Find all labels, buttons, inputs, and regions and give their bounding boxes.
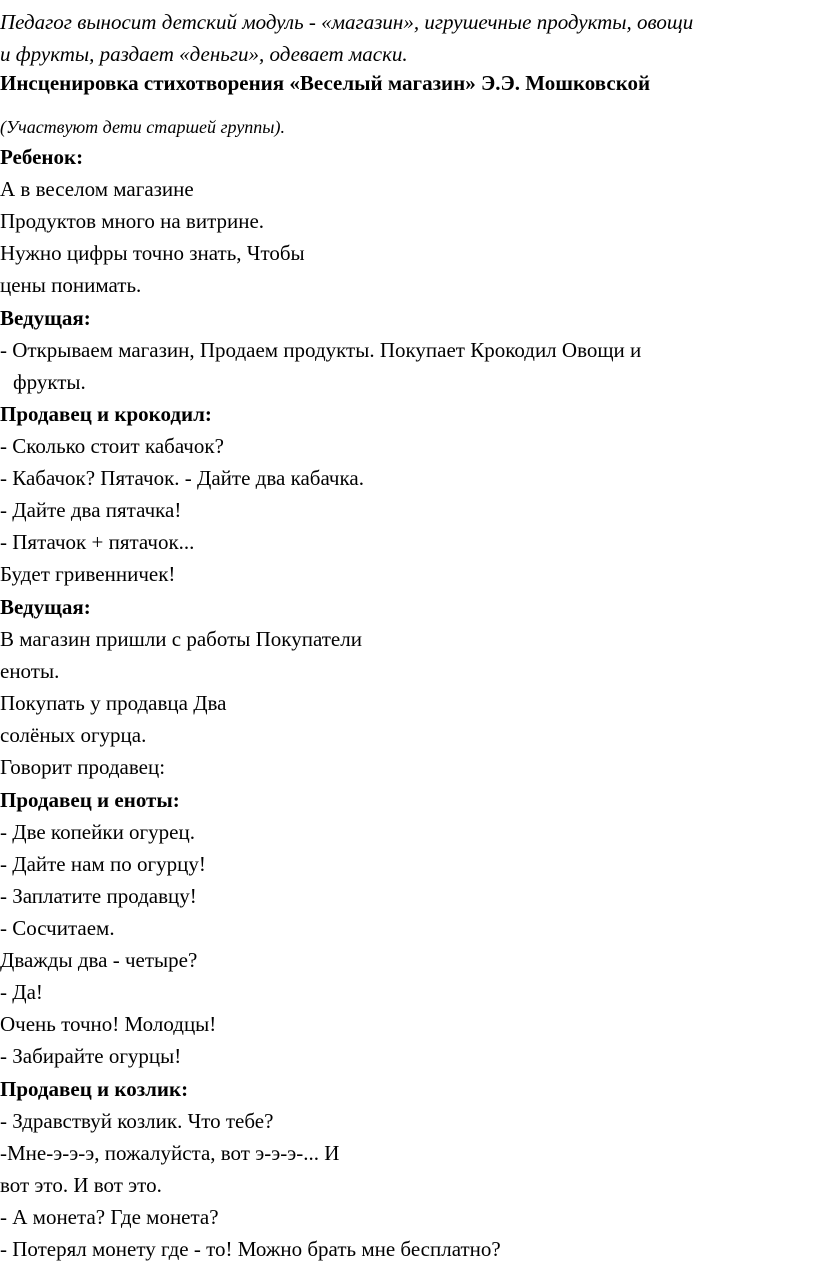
dialogue-line: - А монета? Где монета?: [0, 1205, 219, 1229]
speaker-heading: Ведущая:: [0, 306, 91, 330]
dialogue-line: Покупать у продавца Два: [0, 691, 227, 715]
dialogue-line: - Забирайте огурцы!: [0, 1044, 182, 1068]
dialogue-line: Будет гривенничек!: [0, 562, 176, 586]
dialogue-line: - Кабачок? Пятачок. - Дайте два кабачка.: [0, 466, 364, 490]
dialogue-line: вот это. И вот это.: [0, 1173, 162, 1197]
document-title: Инсценировка стихотворения «Веселый магазин» Э.Э. Мошковской: [0, 71, 651, 95]
dialogue-line: А в веселом магазине: [0, 177, 194, 201]
dialogue-line: - Дайте нам по огурцу!: [0, 852, 206, 876]
speaker-heading: Продавец и козлик:: [0, 1077, 189, 1101]
dialogue-line: - Здравствуй козлик. Что тебе?: [0, 1109, 274, 1133]
dialogue-line: еноты.: [0, 659, 60, 683]
dialogue-line: - Сколько стоит кабачок?: [0, 434, 224, 458]
speaker-heading: Ребенок:: [0, 145, 84, 169]
dialogue-line: - Да!: [0, 980, 43, 1004]
dialogue-line: Продуктов много на витрине.: [0, 209, 265, 233]
intro-line-1: Педагог выносит детский модуль - «магазин», игрушечные продукты, овощи: [0, 10, 694, 34]
dialogue-line: Очень точно! Молодцы!: [0, 1012, 217, 1036]
dialogue-line: Нужно цифры точно знать, Чтобы: [0, 241, 305, 265]
dialogue-line: - Заплатите продавцу!: [0, 884, 197, 908]
dialogue-line: - Потерял монету где - то! Можно брать мне бесплатно?: [0, 1237, 501, 1261]
dialogue-line: - Открываем магазин, Продаем продукты. Покупает Крокодил Овощи и: [0, 338, 642, 362]
participants-note: (Участвуют дети старшей группы).: [0, 117, 285, 137]
dialogue-line: фрукты.: [13, 370, 86, 394]
dialogue-line: солёных огурца.: [0, 723, 147, 747]
speaker-heading: Ведущая:: [0, 595, 91, 619]
dialogue-line: Говорит продавец:: [0, 755, 166, 779]
dialogue-line: В магазин пришли с работы Покупатели: [0, 627, 362, 651]
speaker-heading: Продавец и еноты:: [0, 788, 180, 812]
dialogue-line: - Пятачок + пятачок...: [0, 530, 195, 554]
dialogue-line: - Две копейки огурец.: [0, 820, 195, 844]
speaker-heading: Продавец и крокодил:: [0, 402, 212, 426]
dialogue-line: - Сосчитаем.: [0, 916, 115, 940]
intro-line-2: и фрукты, раздает «деньги», одевает маски.: [0, 42, 408, 66]
dialogue-line: - Дайте два пятачка!: [0, 498, 182, 522]
dialogue-line: -Мне-э-э-э, пожалуйста, вот э-э-э-... И: [0, 1141, 340, 1165]
dialogue-line: Дважды два - четыре?: [0, 948, 198, 972]
dialogue-line: цены понимать.: [0, 273, 142, 297]
